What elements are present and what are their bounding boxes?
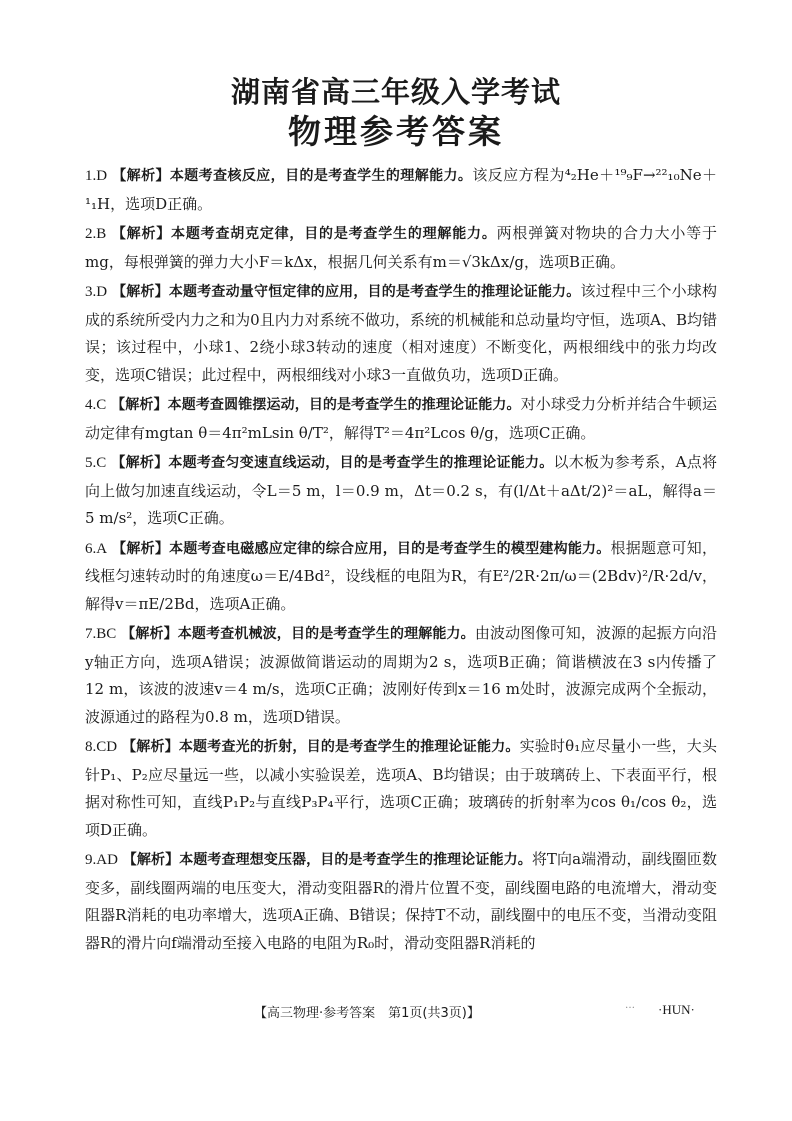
footer-page-info: 【高三物理·参考答案 第1页(共3页)】	[254, 1006, 480, 1021]
document-title: 湖南省高三年级入学考试	[230, 75, 561, 109]
analysis-body: 由波动图像可知，波源的起振方向沿y轴正方向，选项A错误；波源做简谐运动的周期为2 s，选项B正确；简谐横波在3 s内传播了12 m，该波的波速v＝4 m/s，选项C正确；波刚好传到x＝16 m处时，波源完成两个全振动，波源通过的路程为0.8 m，选项D错误。	[85, 624, 718, 726]
answer-list	[85, 162, 717, 959]
analysis-tag: 【解析】	[112, 540, 170, 557]
answer-number: 3.D	[85, 284, 108, 300]
analysis-summary: 本题考查机械波，目的是考查学生的理解能力。	[177, 626, 475, 642]
analysis-summary: 本题考查匀变速直线运动，目的是考查学生的推理论证能力。	[168, 455, 554, 471]
analysis-tag: 【解析】	[122, 852, 180, 868]
analysis-summary: 本题考查动量守恒定律的应用，目的是考查学生的推理论证能力。	[168, 284, 581, 300]
analysis-summary: 本题考查核反应，目的是考查学生的理解能力。	[169, 168, 473, 184]
analysis-tag: 【解析】	[112, 284, 169, 300]
answer-item-6	[85, 535, 717, 619]
analysis-summary: 本题考查光的折射，目的是考查学生的推理论证能力。	[178, 739, 520, 755]
analysis-body: 以木板为参考系，A点将向上做匀加速直线运动，令L＝5 m，l＝0.9 m，Δt＝0.2 s，有(l/Δt＋aΔt/2)²＝aL，解得a＝5 m/s²，选项C正确。	[85, 453, 717, 527]
answer-item-3	[85, 278, 717, 389]
analysis-tag: 【解析】	[121, 626, 178, 642]
analysis-tag: 【解析】	[111, 226, 172, 242]
answer-item-1	[85, 162, 717, 218]
analysis-body: 将T向a端滑动，副线圈匝数变多，副线圈两端的电压变大，滑动变阻器R的滑片位置不变，副线圈电路的电流增大，滑动变阻器R消耗的电功率增大，选项A正确、B错误；保持T不动，副线圈中的电压不变，当滑动变阻器R的滑片向f端滑动至接入电路的电阻为R₀时，滑动变阻器R消耗的	[85, 850, 718, 952]
analysis-body: 两根弹簧对物块的合力大小等于mg，每根弹簧的弹力大小F＝kΔx，根据几何关系有m＝√3kΔx/g，选项B正确。	[85, 224, 718, 271]
answer-number: 5.C	[85, 455, 107, 471]
answer-number: 7.BC	[85, 626, 117, 642]
analysis-tag: 【解析】	[111, 397, 168, 413]
document-subtitle: 物理参考答案	[288, 112, 504, 151]
footer-region-code: ·HUN·	[658, 1002, 695, 1017]
answer-item-5	[85, 449, 717, 533]
analysis-body: 该过程中三个小球构成的系统所受内力之和为0且内力对系统不做功，系统的机械能和总动量均守恒，选项A、B均错误；该过程中，小球1、2绕小球3转动的速度（相对速度）不断变化，两根细线中的张力均改变，选项C错误；此过程中，两根细线对小球3一直做负功，选项D正确。	[85, 282, 717, 384]
analysis-summary: 本题考查电磁感应定律的综合应用，目的是考查学生的模型建构能力。	[169, 540, 611, 557]
answer-number: 2.B	[85, 226, 107, 242]
footer-dots: …	[625, 1000, 635, 1011]
answer-item-8	[85, 733, 717, 844]
analysis-body: 该反应方程为⁴₂He＋¹⁹₉F→²²₁₀Ne＋¹₁H，选项D正确。	[85, 166, 717, 213]
answer-item-4	[85, 391, 717, 447]
analysis-body: 实验时θ₁应尽量小一些，大头针P₁、P₂应尽量远一些，以减小实验误差，选项A、B均错误；由于玻璃砖上、下表面平行，根据对称性可知，直线P₁P₂与直线P₃P₄平行，选项C正确；玻璃砖的折射率为cos θ₁/cos θ₂，选项D正确。	[85, 737, 718, 839]
answer-number: 4.C	[85, 397, 107, 413]
answer-item-9	[85, 846, 717, 957]
analysis-body: 对小球受力分析并结合牛顿运动定律有mgtan θ＝4π²mLsin θ/T²，解得T²＝4π²Lcos θ/g，选项C正确。	[85, 395, 717, 442]
answer-number: 8.CD	[85, 739, 118, 755]
analysis-tag: 【解析】	[111, 455, 169, 471]
analysis-tag: 【解析】	[112, 168, 170, 184]
analysis-summary: 本题考查理想变压器，目的是考查学生的推理论证能力。	[179, 852, 532, 868]
answer-item-2	[85, 220, 717, 276]
answer-number: 6.A	[85, 540, 108, 557]
analysis-body: 根据题意可知，线框匀速转动时的角速度ω＝E/4Bd²，设线框的电阻为R，有E²/2R·2π/ω＝(2Bdv)²/R·2d/v，解得v＝πE/2Bd，选项A正确。	[85, 538, 717, 613]
analysis-tag: 【解析】	[122, 739, 179, 755]
answer-item-7	[85, 620, 717, 731]
answer-number: 9.AD	[85, 852, 118, 868]
analysis-summary: 本题考查圆锥摆运动，目的是考查学生的推理论证能力。	[167, 397, 521, 413]
analysis-summary: 本题考查胡克定律，目的是考查学生的理解能力。	[171, 226, 497, 242]
answer-number: 1.D	[85, 168, 108, 184]
